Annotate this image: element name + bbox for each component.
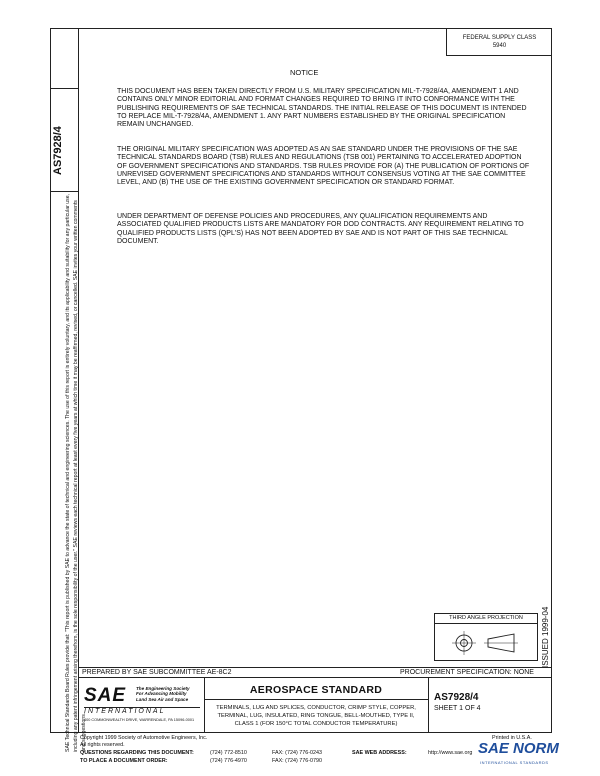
web-address-link[interactable]: http://www.sae.org: [428, 750, 473, 756]
standard-title: AEROSPACE STANDARD: [249, 684, 383, 696]
federal-supply-class-value: 5940: [492, 43, 507, 49]
prepared-by: PREPARED BY SAE SUBCOMMITTEE AE-8C2: [82, 669, 232, 676]
sae-norm-logo: [478, 738, 600, 776]
questions-label: QUESTIONS REGARDING THIS DOCUMENT:: [80, 750, 194, 756]
document-number: AS7928/4: [434, 692, 479, 703]
sae-logo-mark: SAE: [84, 685, 127, 706]
side-doc-id: AS7928/4: [52, 126, 64, 175]
questions-fax: FAX: (724) 776-0243: [272, 750, 323, 756]
order-label: TO PLACE A DOCUMENT ORDER:: [80, 758, 168, 764]
standard-title-rule: [204, 699, 428, 700]
projection-symbol-icon: [448, 628, 528, 658]
notice-paragraph: UNDER DEPARTMENT OF DEFENSE POLICIES AND PROCEDURES, ANY QUALIFICATION REQUIREMENTS AND ASSOCIATED QUALIFIED PRODUCTS LISTS ARE MANDATORY FOR DOD CONTRACTS. ANY REQUIREMENT RELATING TO QUALIFIED PRODUCTS LISTS (QPL'S) HAS NOT BEEN ADOPTED BY SAE AND IS NOT PART OF THIS SAE TECHNICAL DOCUMENT.: [117, 213, 524, 245]
sae-norm-sub: INTERNATIONAL STANDARDS: [480, 760, 549, 765]
sae-norm-mark: SAE NORM: [478, 740, 559, 757]
questions-phone: (724) 772-8510: [210, 750, 247, 756]
order-fax: FAX: (724) 776-0790: [272, 758, 323, 764]
notice-title: NOTICE: [290, 68, 319, 77]
sae-tagline: Land Sea Air and Space: [136, 696, 189, 702]
third-angle-projection-label: THIRD ANGLE PROJECTION: [449, 615, 523, 621]
web-label: SAE WEB ADDRESS:: [352, 750, 407, 756]
title-block-top-rule: [78, 667, 552, 668]
title-block-divider: [428, 677, 429, 733]
sae-tagline: For Advancing Mobility: [136, 691, 187, 697]
sae-logo-word: INTERNATIONAL: [84, 708, 166, 715]
notice-paragraph: THIS DOCUMENT HAS BEEN TAKEN DIRECTLY FROM U.S. MILITARY SPECIFICATION MIL-T-7928/4A, AMENDMENT 1 AND CONTAINS ONLY MINOR EDITORIAL AND FORMAT CHANGES REQUIRED TO BRING IT INTO CONFORMANCE WITH THE PUBLISHING REQUIREMENTS OF SAE TECHNICAL STANDARDS. THE INITIAL RELEASE OF THIS DOCUMENT IS INTENDED TO REPLACE MIL-T-7928/4A, AMENDMENT 1. ANY PART NUMBERS ESTABLISHED BY THE ORIGINAL SPECIFICATION REMAIN UNCHANGED.: [117, 88, 527, 129]
rights: All rights reserved.: [80, 742, 125, 748]
notice-paragraph: THE ORIGINAL MILITARY SPECIFICATION WAS ADOPTED AS AN SAE STANDARD UNDER THE PROVISIONS OF THE SAE TECHNICAL STANDARDS BOARD (TSB) RULES AND REGULATIONS (TSB 001) PERTAINING TO ACCELERATED ADOPTION OF GOVERNMENT SPECIFICATIONS AND STANDARDS. TSB RULES PROVIDE FOR (A) THE PUBLICATION OF PORTIONS OF UNREVISED GOVERNMENT SPECIFICATIONS AND STANDARDS WITHOUT CONSENSUS VOTING AT THE SAE COMMITTEE LEVEL, AND (B) THE USE OF THE EXISTING GOVERNMENT SPECIFICATION OR STANDARD FORMAT.: [117, 146, 530, 187]
printed-in: Printed in U.S.A.: [492, 735, 532, 741]
sheet-number: SHEET 1 OF 4: [434, 705, 481, 712]
federal-supply-class-box: [446, 28, 552, 56]
title-block-mid-rule: [78, 677, 552, 678]
copyright: Copyright 1999 Society of Automotive Engineers, Inc.: [80, 735, 208, 741]
federal-supply-class-label: FEDERAL SUPPLY CLASS: [462, 35, 537, 41]
standard-description: TERMINALS, LUG AND SPLICES, CONDUCTOR, CRIMP STYLE, COPPER, TERMINAL, LUG, INSULATED, RING TONGUE, BELL-MOUTHED, TYPE II, CLASS 1 (FOR 150°C TOTAL CONDUCTOR TEMPERATURE): [216, 705, 416, 727]
projection-divider: [434, 623, 538, 624]
sae-address: 400 COMMONWEALTH DRIVE, WARRENDALE, PA 15096-0001: [84, 718, 195, 722]
order-phone: (724) 776-4970: [210, 758, 247, 764]
side-disclaimer: SAE Technical Standards Board Rules provide that: "This report is published by SAE to advance the state of technical and engineering sciences. The use of this report is entirely voluntary, and its applicability and suitability for any particular use, including any patent infringement arising therefrom, is the sole responsibility of the user." SAE reviews each technical report at least every five years at which time it may be reaffirmed, revised, or cancelled. SAE invites your written comments and suggestions.: [65, 193, 87, 752]
procurement-spec: PROCUREMENT SPECIFICATION: NONE: [400, 669, 534, 676]
sae-logo: [84, 683, 200, 727]
sae-tagline: The Engineering Society: [136, 686, 190, 691]
issued-date: ISSUED 1999-04: [541, 606, 550, 668]
